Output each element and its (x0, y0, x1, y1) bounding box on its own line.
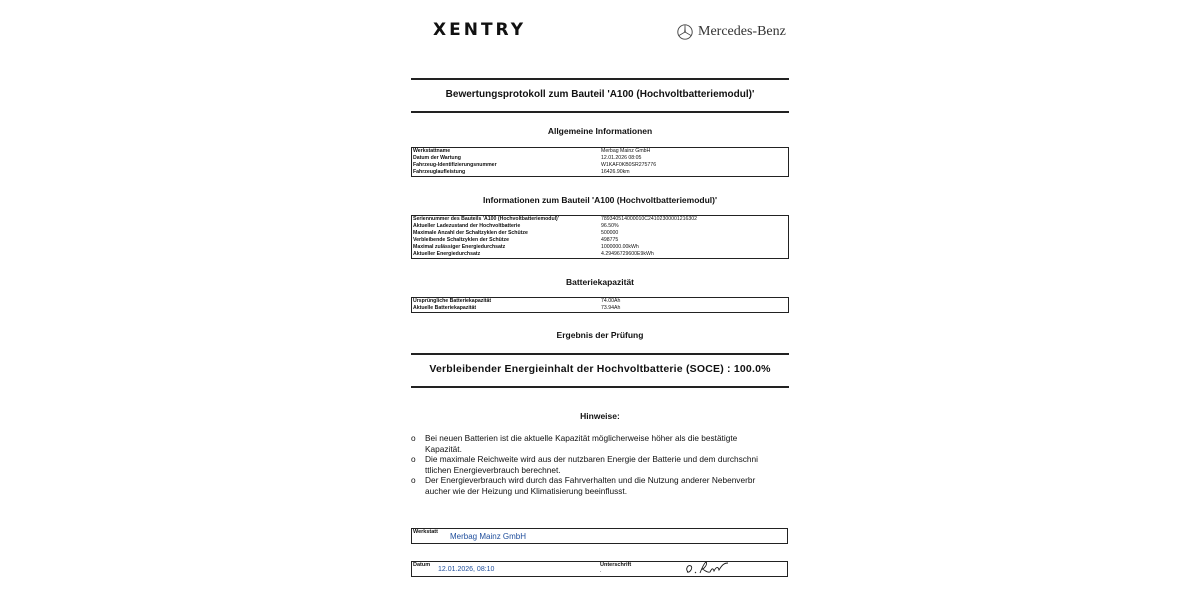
bullet: o (411, 475, 416, 485)
row-value: 498775 (601, 237, 619, 243)
signature-dot: . (600, 568, 602, 574)
row-value: 96.50% (601, 223, 619, 229)
table-row (413, 251, 788, 258)
divider (411, 78, 789, 80)
row-value: 4.29496729600E9kWh (601, 251, 654, 257)
mercedes-wordmark: Mercedes-Benz (698, 24, 786, 39)
table-row (413, 216, 788, 223)
general-info-table (411, 147, 789, 177)
workshop-value: Merbag Mainz GmbH (450, 532, 527, 541)
signature-label: Unterschrift (600, 562, 632, 568)
row-label: Werkstattname (413, 148, 451, 154)
note-line: Die maximale Reichweite wird aus der nutzbaren Energie der Batterie und dem durchschni (425, 454, 758, 464)
divider (411, 386, 789, 388)
table-row (413, 155, 788, 162)
list-item (411, 433, 789, 454)
table-row (413, 162, 788, 169)
date-label: Datum (413, 562, 431, 568)
row-label: Seriennummer des Bauteils 'A100 (Hochvoltbatteriemodul)' (413, 216, 560, 222)
component-info-table (411, 215, 789, 259)
divider (411, 353, 789, 355)
capacity-heading: Batteriekapazität (565, 277, 635, 287)
row-value: 73.94Ah (601, 305, 621, 311)
general-info-heading: Allgemeine Informationen (547, 126, 653, 136)
note-line: Der Energieverbrauch wird durch das Fahrverhalten und die Nutzung anderer Nebenverbr (425, 475, 756, 485)
bullet: o (411, 433, 416, 443)
list-item (411, 475, 789, 496)
row-label: Maximal zulässiger Energiedurchsatz (413, 244, 506, 250)
document-title: Bewertungsprotokoll zum Bauteil 'A100 (Hochvoltbatteriemodul)' (445, 89, 755, 100)
table-row (413, 237, 788, 244)
xentry-logo: XENTRY (433, 20, 527, 40)
note-line: Bei neuen Batterien ist die aktuelle Kapazität möglicherweise höher als die bestätigte (425, 433, 738, 443)
divider (411, 111, 789, 113)
row-label: Verbleibende Schaltzyklen der Schütze (413, 237, 510, 243)
soce-result: Verbleibender Energieinhalt der Hochvoltbatterie (SOCE) : 100.0% (429, 363, 771, 375)
row-label: Aktueller Ladezustand der Hochvoltbatterie (413, 223, 521, 229)
row-value: 74.00Ah (601, 298, 621, 304)
notes-list (411, 433, 789, 496)
row-label: Aktuelle Batteriekapazität (413, 305, 477, 311)
table-row (413, 223, 788, 230)
note-line: ttlichen Energieverbrauch berechnet. (425, 464, 561, 475)
note-line: Kapazität. (425, 443, 462, 454)
row-value: 500000 (601, 230, 619, 236)
component-info-heading: Informationen zum Bauteil 'A100 (Hochvoltbatteriemodul)' (482, 195, 718, 205)
row-label: Fahrzeuglaufleistung (413, 169, 466, 175)
row-value: 1000000.00kWh (601, 244, 639, 250)
row-value: 16426.90km (601, 169, 630, 175)
date-value: 12.01.2026, 08:10 (438, 566, 495, 573)
table-row (413, 230, 788, 237)
table-row (413, 244, 788, 251)
mercedes-star-icon (677, 24, 693, 40)
notes-heading: Hinweise: (580, 411, 620, 421)
mercedes-logo (677, 24, 786, 40)
row-value: Merbag Mainz GmbH (601, 148, 651, 154)
capacity-table (411, 297, 789, 313)
signature-image (684, 560, 734, 577)
row-label: Datum der Wartung (413, 155, 461, 161)
date-signature-box (411, 561, 788, 577)
workshop-box (411, 528, 788, 544)
table-row (413, 305, 788, 312)
row-label: Aktueller Energiedurchsatz (413, 251, 481, 257)
table-row (413, 169, 788, 176)
row-label: Ursprüngliche Batteriekapazität (413, 298, 492, 304)
note-line: aucher wie der Heizung und Klimatisierung beeinflusst. (425, 485, 628, 496)
row-value: 12.01.2026 08:05 (601, 155, 642, 161)
row-label: Fahrzeug-Identifizierungsnummer (413, 162, 497, 168)
result-heading: Ergebnis der Prüfung (556, 330, 644, 340)
bullet: o (411, 454, 416, 464)
row-value: 789340514000010C24102300001216302 (601, 216, 698, 222)
workshop-label: Werkstatt (413, 529, 438, 535)
list-item (411, 454, 789, 475)
table-row (413, 298, 788, 305)
row-label: Maximale Anzahl der Schaltzyklen der Schütze (413, 230, 528, 236)
row-value: W1KAF0KB0SR275776 (601, 162, 657, 168)
table-row (413, 148, 788, 155)
